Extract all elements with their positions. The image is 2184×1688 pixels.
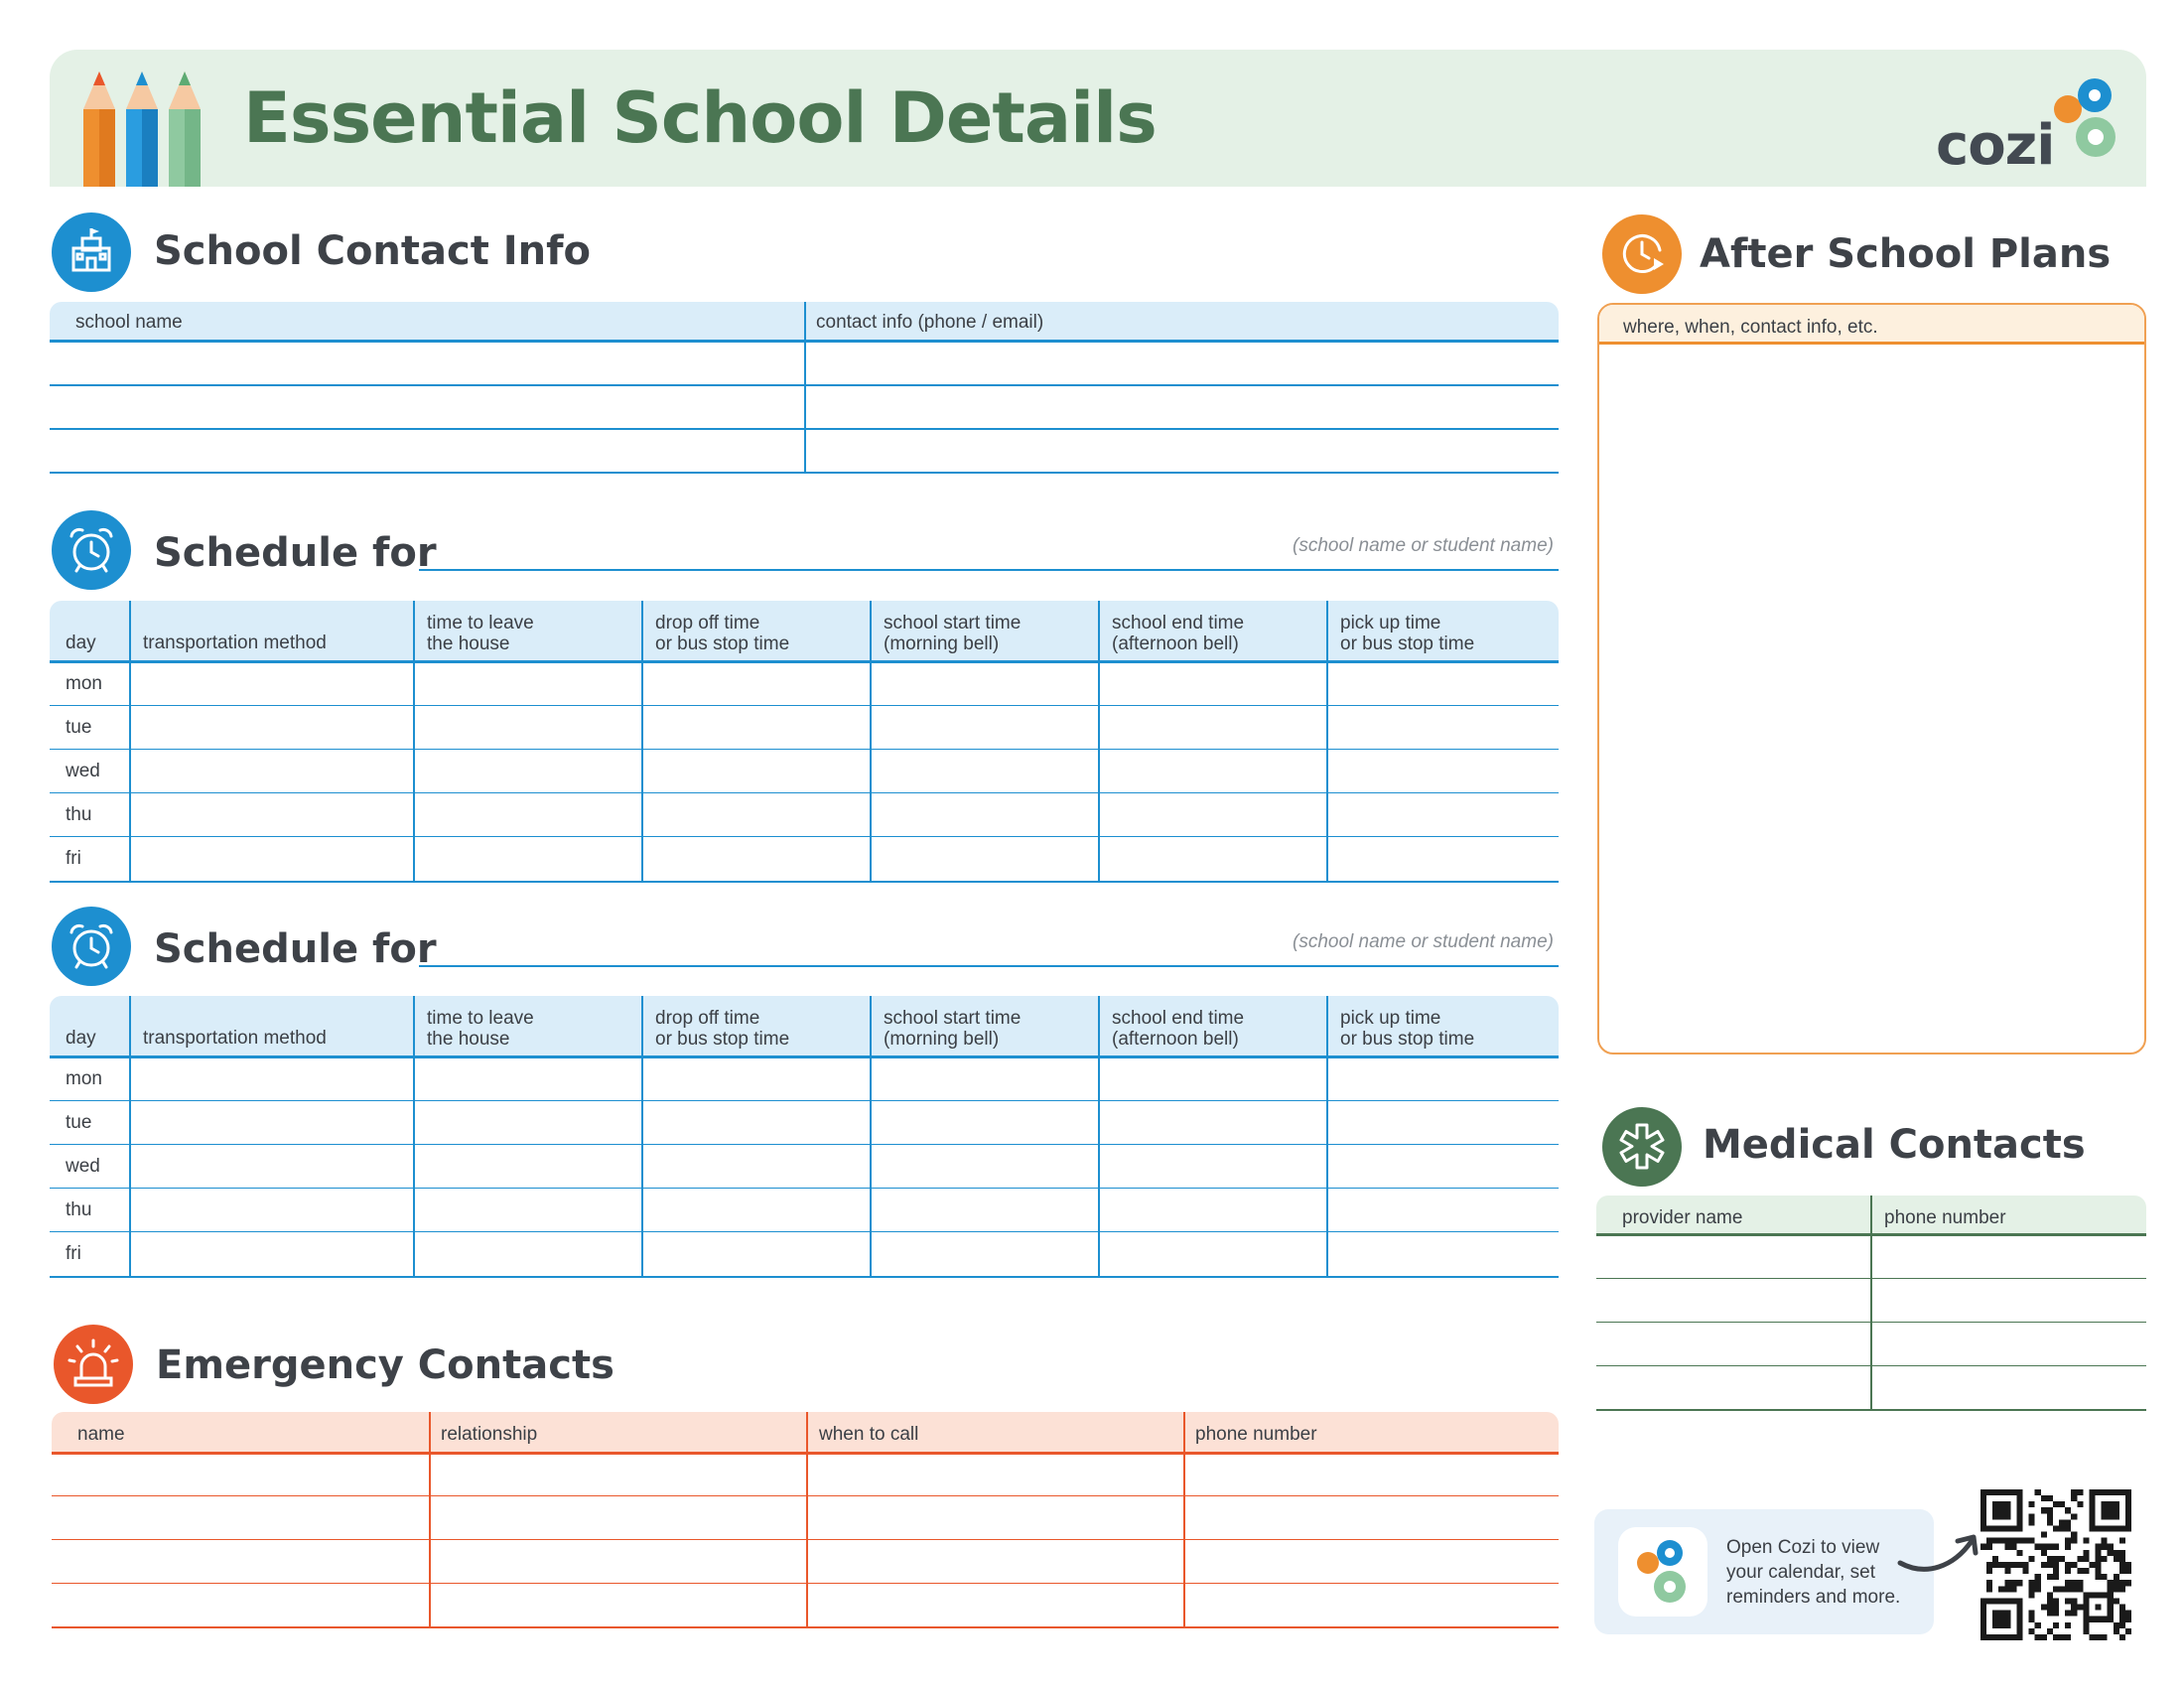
column-header: day [66,633,96,653]
table-row[interactable] [52,1540,1559,1583]
table-row[interactable] [131,706,1559,749]
qr-code-icon[interactable] [1980,1489,2131,1640]
promo-line: Open Cozi to view [1726,1537,1880,1558]
table-row[interactable] [131,793,1559,836]
column-header: school name [75,312,183,333]
schedule-hint: (school name or student name) [1293,535,1554,556]
after-school-title: After School Plans [1700,231,2112,277]
day-label: tue [66,717,92,738]
cozi-logo [1936,73,2124,178]
school-contact-table [50,302,1559,476]
after-school-header-label: where, when, contact info, etc. [1623,317,1878,338]
table-row[interactable] [1596,1366,2146,1409]
column-header: phone number [1195,1424,1317,1445]
table-row[interactable] [50,386,1559,428]
column-header: relationship [441,1424,538,1445]
table-row[interactable] [131,663,1559,705]
day-label: mon [66,1068,102,1089]
promo-line: reminders and more. [1726,1587,1901,1608]
table-row[interactable] [1596,1323,2146,1365]
table-row[interactable] [131,1101,1559,1144]
page-title: Essential School Details [243,77,1157,159]
column-header: when to call [819,1424,919,1445]
cozi-app-icon [1618,1527,1707,1617]
column-header: pick up time or bus stop time [1340,1008,1475,1050]
day-label: fri [66,848,81,869]
table-row[interactable] [131,750,1559,792]
column-header: time to leave the house [427,1008,534,1050]
column-header: drop off time or bus stop time [655,613,790,654]
day-label: thu [66,804,92,825]
row-line [50,881,1559,883]
pencils-icon [81,71,206,187]
promo-line: your calendar, set [1726,1562,1875,1583]
column-header: transportation method [143,1028,327,1049]
row-line [52,1626,1559,1628]
column-header: provider name [1622,1207,1743,1228]
day-label: fri [66,1243,81,1264]
table-row[interactable] [50,343,1559,384]
table-row[interactable] [52,1455,1559,1495]
column-header: pick up time or bus stop time [1340,613,1475,654]
column-header: drop off time or bus stop time [655,1008,790,1050]
day-label: tue [66,1112,92,1133]
emergency-title: Emergency Contacts [156,1342,614,1388]
siren-icon [54,1325,133,1404]
table-row[interactable] [50,430,1559,472]
logo-text: cozi [1936,113,2055,178]
table-header [52,1412,1559,1452]
medical-title: Medical Contacts [1703,1122,2086,1168]
school-contact-title: School Contact Info [154,228,592,274]
schedule-title: Schedule for [154,926,437,972]
cozi-promo[interactable] [1594,1509,1934,1634]
alarm-clock-icon [52,907,131,986]
medical-table [1596,1196,2146,1414]
cozi-dots-icon [2030,73,2124,173]
after-school-header [1599,305,2144,345]
column-header: time to leave the house [427,613,534,654]
schedule-name-field[interactable] [419,965,1559,967]
schedule-hint: (school name or student name) [1293,931,1554,952]
column-header: contact info (phone / email) [816,312,1044,333]
table-row[interactable] [52,1584,1559,1626]
row-line [50,1276,1559,1278]
day-label: wed [66,1156,100,1177]
table-row[interactable] [131,1145,1559,1188]
column-header: school end time (afternoon bell) [1112,613,1245,654]
arrow-icon [1896,1519,1985,1579]
emergency-table [52,1412,1559,1630]
table-row[interactable] [1596,1279,2146,1322]
schedule-table [50,996,1559,1279]
table-row[interactable] [1596,1236,2146,1278]
table-row[interactable] [52,1496,1559,1539]
medical-star-icon [1602,1107,1682,1187]
schedule-title: Schedule for [154,530,437,576]
column-header: phone number [1884,1207,2006,1228]
header-band [50,50,2146,187]
schedule-table [50,601,1559,884]
day-label: wed [66,761,100,781]
column-header: day [66,1028,96,1049]
column-header: transportation method [143,633,327,653]
table-row[interactable] [131,1232,1559,1276]
clock-play-icon [1602,214,1682,294]
column-divider [804,302,806,340]
alarm-clock-icon [52,510,131,590]
schedule-name-field[interactable] [419,569,1559,571]
day-label: thu [66,1199,92,1220]
day-label: mon [66,673,102,694]
column-header: school start time (morning bell) [884,1008,1022,1050]
table-row[interactable] [131,1058,1559,1100]
promo-text [1726,1535,1900,1610]
table-row[interactable] [131,1189,1559,1231]
column-header: school start time (morning bell) [884,613,1022,654]
table-row[interactable] [131,837,1559,881]
column-header: school end time (afternoon bell) [1112,1008,1245,1050]
school-building-icon [52,212,131,292]
after-school-box[interactable] [1597,303,2146,1055]
column-header: name [77,1424,125,1445]
